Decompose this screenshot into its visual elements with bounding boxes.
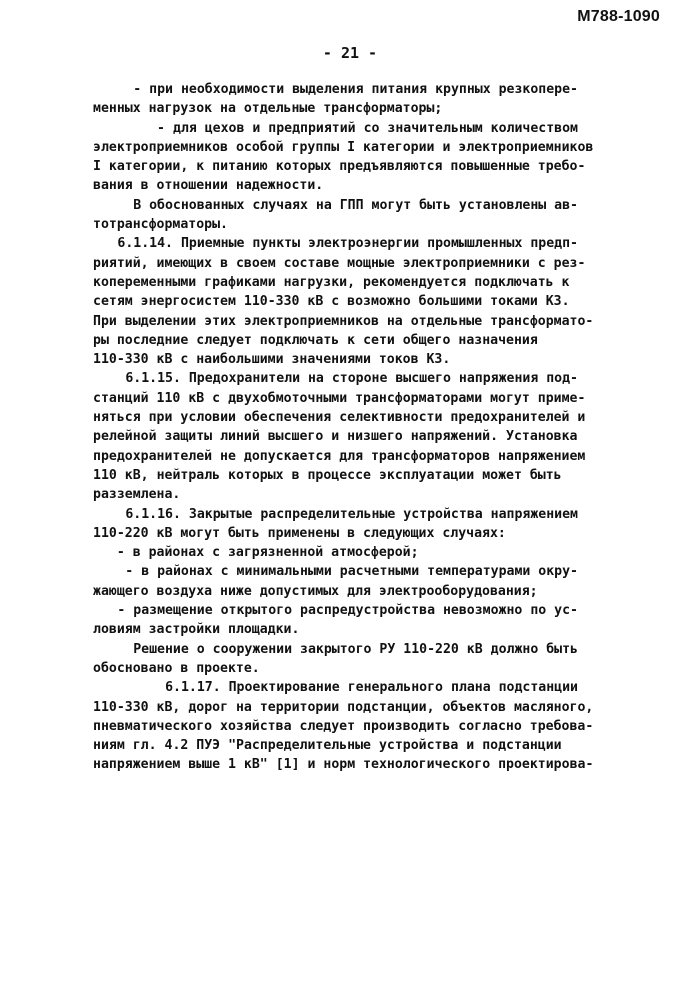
text-line: няться при условии обеспечения селективности предохранителей и [93,410,586,426]
text-line: электроприемников особой группы I категории и электроприемников [93,139,594,155]
text-line: В обоснованных случаях на ГПП могут быть установлены ав- [133,197,578,213]
text-line: тотрансформаторы. [93,217,228,233]
text-line: Решение о сооружении закрытого РУ 110-220 кВ должно быть [133,641,578,657]
text-line: 6.1.14. Приемные пункты электроэнергии промышленных предп- [117,236,578,252]
text-line: ры последние следует подключать к сети общего назначения [93,332,538,348]
text-line: менных нагрузок на отдельные трансформаторы; [93,101,443,117]
text-line: станций 110 кВ с двухобмоточными трансформаторами могут приме- [93,390,586,406]
text-line: I категории, к питанию которых предъявляются повышенные требо- [93,159,586,175]
text-line: - размещение открытого распредустройства невозможно по ус- [117,603,578,619]
text-line: ловиям застройки площадки. [93,622,300,638]
text-line: 110-220 кВ могут быть применены в следующих случаях: [93,525,506,541]
text-line: разземлена. [93,487,181,503]
text-line: вания в отношении надежности. [93,178,324,194]
text-line: - в районах с минимальными расчетными температурами окру- [125,564,578,580]
text-line: - при необходимости выделения питания крупных резкопере- [133,82,578,97]
text-line: копеременными графиками нагрузки, рекомендуется подключать к [93,274,570,290]
document-code: М788-1090 [577,8,660,25]
text-line: пневматического хозяйства следует производить согласно требова- [93,718,594,734]
text-line: сетям энергосистем 110-330 кВ с возможно большими токами КЗ. [93,294,570,310]
text-line: 6.1.16. Закрытые распределительные устройства напряжением [125,506,578,522]
text-line: риятий, имеющих в своем составе мощные электроприемники с рез- [93,255,586,271]
text-line: - в районах с загрязненной атмосферой; [93,545,419,561]
text-line: обосновано в проекте. [93,660,260,676]
text-line: - для цехов и предприятий со значительным количеством [157,120,578,136]
text-line: ниям гл. 4.2 ПУЭ "Распределительные устройства и подстанции [93,738,562,754]
text-line: При выделении этих электроприемников на отдельные трансформато- [93,313,594,329]
text-line: 6.1.15. Предохранители на стороне высшего напряжения под- [125,371,578,387]
text-line: 110-330 кВ с наибольшими значениями токов КЗ. [93,352,451,368]
text-line: 110 кВ, нейтраль которых в процессе эксплуатации может быть [93,467,562,483]
text-line: жающего воздуха ниже допустимых для электрооборудования; [93,583,538,599]
text-line: 110-330 кВ, дорог на территории подстанции, объектов масляного, [93,699,594,715]
text-line: релейной защиты линий высшего и низшего напряжений. Установка [93,429,578,445]
text-line: 6.1.17. Проектирование генерального плана подстанции [165,680,578,696]
document-body [93,80,594,775]
page-number: - 21 - [322,44,378,62]
text-line: напряжением выше 1 кВ" [1] и норм технологического проектирова- [93,757,594,773]
text-line: предохранителей не допускается для трансформаторов напряжением [93,448,586,464]
